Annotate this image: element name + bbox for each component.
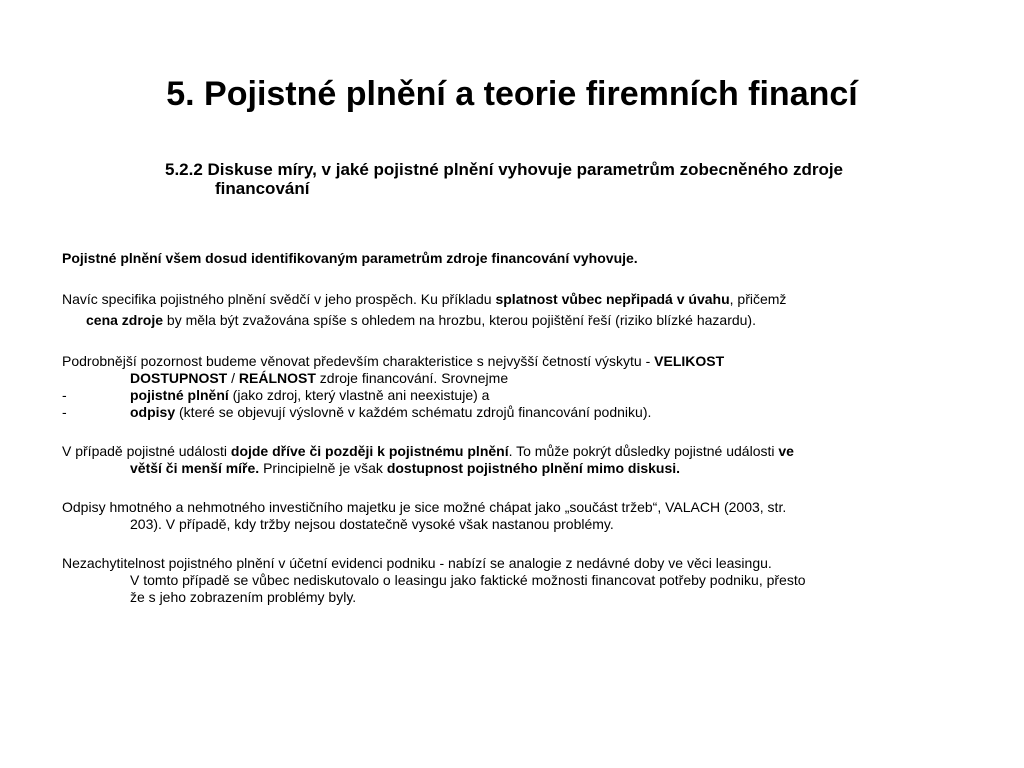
slide-body [62,250,962,606]
event-text-2: . To může pokrýt důsledky pojistné události [508,443,779,459]
availability-text-3: zdroje financování. Srovnejme [315,370,509,386]
paragraph-insurance-event [62,443,962,477]
subtitle-line-1: 5.2.2 Diskuse míry, v jaké pojistné plnění vyhovuje parametrům zobecněného zdroje [165,160,844,179]
bullet-insurance [62,387,962,404]
paragraph-summary [62,250,962,267]
summary-text: Pojistné plnění všem dosud identifikovaným parametrům zdroje financování vyhovuje. [62,250,638,266]
bullet-depreciation [62,404,962,421]
bullet-insurance-text: (jako zdroj, který vlastně ani neexistuje) a [228,387,490,403]
availability-bold-2: DOSTUPNOST [130,370,228,386]
specifics-text-1: Navíc specifika pojistného plnění svědčí v jeho prospěch. Ku příkladu [62,291,496,307]
specifics-line-1 [62,289,962,310]
depreciation-line-1: Odpisy hmotného a nehmotného investičního majetku je sice možné chápat jako „součást tržeb“, VALACH (2003, str. [62,499,787,515]
bullet-dash: - [62,387,67,403]
bullet-depreciation-bold: odpisy [130,404,176,420]
slide-subtitle [165,160,985,198]
availability-bold-1: VELIKOST [654,353,725,369]
event-bold-1: dojde dříve či později k pojistnému plnění [230,443,509,459]
availability-text-1: Podrobnější pozornost budeme věnovat především charakteristice s nejvyšší četností výskytu - [62,353,655,369]
subtitle-line-2: financování [215,179,310,198]
paragraph-depreciation [62,499,962,533]
leasing-line-2: V tomto případě se vůbec nediskutovalo o leasingu jako faktické možnosti financovat potřeby podniku, přesto [130,572,806,588]
availability-bold-3: REÁLNOST [238,370,316,386]
availability-line-1 [62,353,962,370]
specifics-text-2: , přičemž [729,291,787,307]
specifics-bold-2: cena zdroje [86,312,164,328]
bullet-depreciation-text: (které se objevují výslovně v každém schématu zdrojů financování podniku). [175,404,652,420]
paragraph-specifics [62,289,962,331]
specifics-text-3: by měla být zvažována spíše s ohledem na hrozbu, kterou pojištění řeší (riziko blízké hazardu). [163,312,756,328]
paragraph-availability [62,353,962,421]
event-bold-2: ve [778,443,794,459]
event-bold-3: větší či menší míře. [130,460,260,476]
availability-text-2: / [227,370,239,386]
specifics-line-2 [62,310,962,331]
availability-line-2 [62,370,962,387]
depreciation-line-2: 203). V případě, kdy tržby nejsou dostatečně vysoké však nastanou problémy. [130,516,614,532]
event-line-2 [62,460,962,477]
bullet-insurance-bold: pojistné plnění [130,387,229,403]
paragraph-leasing [62,555,962,606]
leasing-line-1: Nezachytitelnost pojistného plnění v účetní evidenci podniku - nabízí se analogie z nedávné doby ve věci leasingu. [62,555,772,571]
bullet-dash: - [62,404,67,420]
event-line-1 [62,443,962,460]
slide-title: 5. Pojistné plnění a teorie firemních financí [166,75,858,113]
specifics-bold-1: splatnost vůbec nepřipadá v úvahu [495,291,730,307]
event-bold-4: dostupnost pojistného plnění mimo diskusi. [386,460,681,476]
event-text-1: V případě pojistné události [62,443,231,459]
event-text-3: Principielně je však [259,460,387,476]
leasing-line-3: že s jeho zobrazením problémy byly. [130,589,357,605]
